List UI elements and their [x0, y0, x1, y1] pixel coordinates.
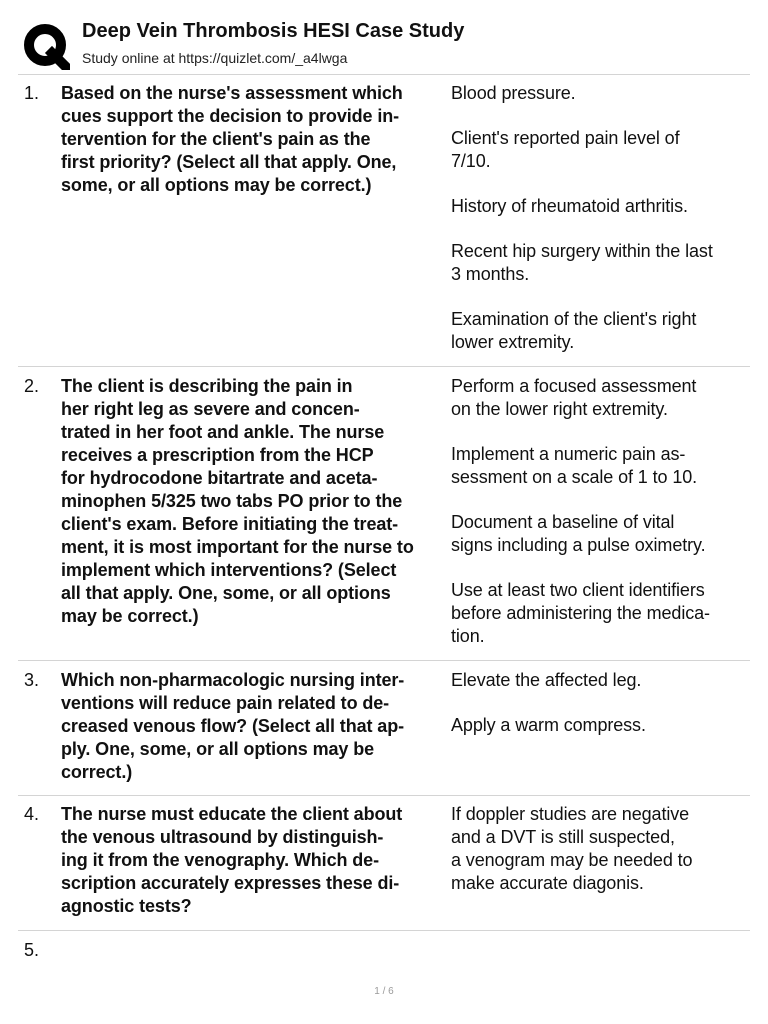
page-title: Deep Vein Thrombosis HESI Case Study	[82, 20, 465, 42]
answer-option: Implement a numeric pain as- sessment on a scale of 1 to 10.	[451, 444, 698, 487]
divider	[18, 74, 750, 75]
card-question: Based on the nurse's assessment which cues support the decision to provide in- tervention for the client's pain as the first priority? (Select all that apply. One, some, or all options may be correct.)	[61, 83, 403, 195]
page-header	[0, 0, 768, 74]
card-question: The client is describing the pain in her right leg as severe and concen- trated in her foot and ankle. The nurse receives a prescription from the HCP for hydrocodone bitartrate and aceta- minophen 5/325 two tabs PO prior to the client's exam. Before initiating the treat- ment, it is most important for the nurse to implement which interventions? (Select all that apply. One, some, or all options may be correct.)	[61, 376, 414, 626]
answer-option: Client's reported pain level of 7/10.	[451, 128, 680, 171]
card-number: 2.	[24, 376, 40, 396]
page-indicator: 1 / 6	[374, 986, 394, 997]
answer-option: Recent hip surgery within the last 3 months.	[451, 241, 713, 284]
divider	[18, 366, 750, 367]
answer-option: Document a baseline of vital signs including a pulse oximetry.	[451, 512, 706, 555]
answer-option: History of rheumatoid arthritis.	[451, 196, 688, 216]
card-answers	[451, 669, 751, 759]
card-number: 1.	[24, 83, 40, 103]
card-answers	[451, 803, 751, 917]
card-answers	[451, 82, 751, 376]
answer-option: Examination of the client's right lower extremity.	[451, 309, 697, 352]
quizlet-logo-icon	[22, 22, 70, 70]
answer-option: Perform a focused assessment on the lower right extremity.	[451, 376, 697, 419]
divider	[18, 795, 750, 796]
answer-option: Use at least two client identifiers before administering the medica- tion.	[451, 580, 710, 646]
card-number: 4.	[24, 804, 40, 824]
answer-option: Blood pressure.	[451, 83, 576, 103]
answer-option: Apply a warm compress.	[451, 715, 646, 735]
card-question: The nurse must educate the client about the venous ultrasound by distinguish- ing it from the venography. Which de- scription accurately expresses these di- agnostic tests?	[61, 804, 403, 916]
divider	[18, 660, 750, 661]
card-answers	[451, 375, 751, 670]
card-number: 5.	[24, 940, 40, 960]
divider	[18, 930, 750, 931]
answer-option: If doppler studies are negative and a DVT is still suspected, a venogram may be needed to make accurate diagonis.	[451, 804, 693, 893]
card-question: Which non-pharmacologic nursing inter- ventions will reduce pain related to de- creased venous flow? (Select all that ap- ply. One, some, or all options may be correct.)	[61, 670, 405, 782]
card-number: 3.	[24, 670, 40, 690]
study-online-link[interactable]: Study online at https://quizlet.com/_a4lwga	[82, 50, 348, 66]
answer-option: Elevate the affected leg.	[451, 670, 642, 690]
